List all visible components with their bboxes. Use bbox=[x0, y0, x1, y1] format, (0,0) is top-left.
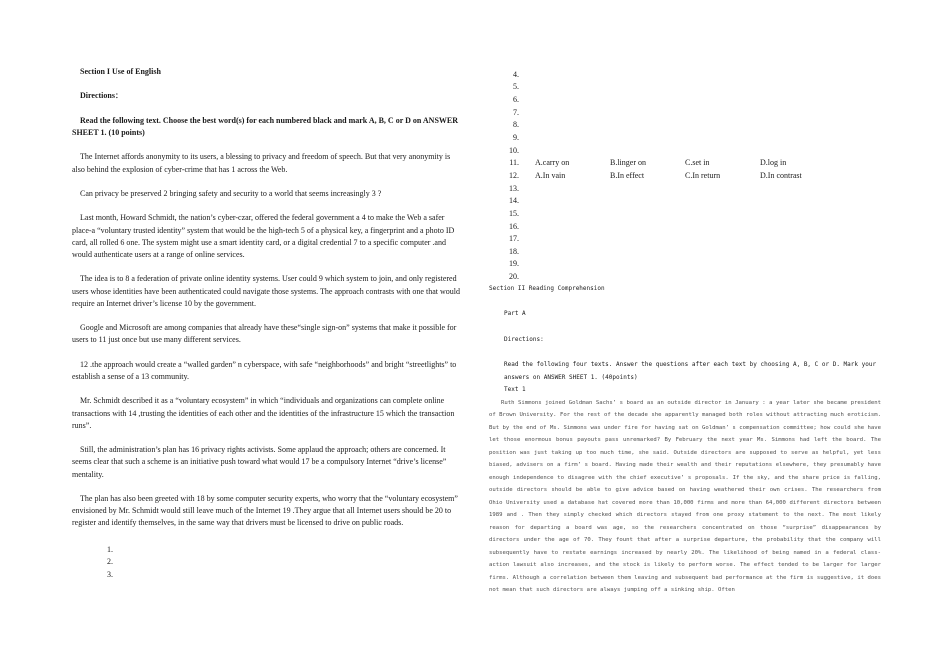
answer-row bbox=[489, 232, 881, 245]
answer-number: 13. bbox=[509, 183, 519, 193]
use-of-english-column bbox=[72, 66, 464, 581]
answer-row bbox=[489, 220, 881, 233]
directions-label: Directions: bbox=[504, 335, 544, 343]
answer-number: 18. bbox=[509, 246, 519, 256]
answer-row bbox=[489, 81, 881, 94]
answer-row bbox=[489, 270, 881, 283]
answer-option: C.set in bbox=[685, 158, 710, 168]
answer-row bbox=[489, 93, 881, 106]
answer-option: B.In effect bbox=[610, 170, 645, 180]
answer-row bbox=[489, 194, 881, 207]
answer-options-list bbox=[489, 68, 881, 283]
answer-number: 11. bbox=[509, 158, 519, 168]
instructions: Read the following four texts. Answer the questions after each text by choosing A, B, C or D. Mark your answers on ANSWER SHEET 1. (40points) bbox=[504, 361, 877, 381]
directions-label: Directions： bbox=[80, 91, 123, 101]
answer-number: 12. bbox=[509, 170, 519, 180]
section-heading: Section I Use of English bbox=[80, 67, 161, 76]
question-number: 1. bbox=[107, 544, 113, 554]
answer-number: 15. bbox=[509, 208, 519, 218]
paragraph: Still, the administration’s plan has 16 privacy rights activists. Some applaud the approach; others are concerned. It seems clear that such a scheme is an initiative push toward what would 17 be a compulsory Internet “drive’s license” mentality. bbox=[72, 445, 447, 479]
paragraph: Google and Microsoft are among companies that already have these“single sign-on” systems that make it possible for users to 11 just once but use many different services. bbox=[72, 323, 457, 345]
answer-number: 9. bbox=[513, 133, 519, 143]
section-heading: Section II Reading Comprehension bbox=[489, 284, 605, 292]
paragraph: 12 .the approach would create a “walled garden” n cyberspace, with safe “neighborhoods” and bright “streetlights” to establish a sense of a 13 community. bbox=[72, 359, 457, 381]
answer-number: 17. bbox=[509, 234, 519, 244]
answer-row bbox=[489, 169, 881, 182]
answer-number: 8. bbox=[513, 120, 519, 130]
answer-option: B.linger on bbox=[610, 158, 646, 168]
answer-option: C.In return bbox=[685, 170, 721, 180]
answer-number: 10. bbox=[509, 145, 519, 155]
answer-number: 14. bbox=[509, 196, 519, 206]
answer-row bbox=[489, 119, 881, 132]
reading-comprehension-section bbox=[489, 283, 881, 597]
right-column bbox=[489, 68, 881, 597]
answer-number: 20. bbox=[509, 272, 519, 282]
answer-number: 16. bbox=[509, 221, 519, 231]
answer-option: D.In contrast bbox=[760, 170, 802, 180]
answer-row bbox=[489, 258, 881, 271]
paragraph: The idea is to 8 a federation of private online identity systems. User could 9 which system to join, and only registered users whose identities have been authenticated could navigate those systems. The approach contrasts with one that would require an Internet driver’s license 10 by the government. bbox=[72, 274, 460, 308]
answer-number: 6. bbox=[513, 95, 519, 105]
paragraph: Last month, Howard Schmidt, the nation’s cyber-czar, offered the federal government a 4 to make the Web a safer place-a “voluntary trusted identity” system that would be the high-tech 5 of a physical key, a fingerprint and a photo ID card, all rolled 6 one. The system might use a smart identity card, or a digital credential 7 to a specific computer .and would authenticate users at a range of online services. bbox=[72, 213, 455, 259]
question-number: 3. bbox=[107, 569, 113, 579]
paragraph: The plan has also been greeted with 18 by some computer security experts, who worry that the “voluntary ecosystem” envisioned by Mr. Schmidt would still leave much of the Internet 19 .They argue that all Internet users should be 20 to register and identify themselves, in the same way that drivers must be licensed to drive on public roads. bbox=[72, 493, 458, 528]
answer-number: 19. bbox=[509, 259, 519, 269]
answer-option: A.carry on bbox=[535, 158, 570, 168]
text-label: Text 1 bbox=[504, 386, 526, 394]
answer-row bbox=[489, 207, 881, 220]
question-number-list bbox=[107, 544, 464, 582]
answer-row bbox=[489, 245, 881, 258]
answer-row bbox=[489, 68, 881, 81]
answer-number: 7. bbox=[513, 107, 519, 117]
paragraph: Mr. Schmidt described it as a “voluntary ecosystem” in which “individuals and organizations can complete online transactions with 14 ,trusting the identities of each other and the identities of the infrastructure 15 which the transaction runs”. bbox=[72, 396, 455, 430]
answer-option: A.In vain bbox=[535, 170, 566, 180]
answer-number: 4. bbox=[513, 69, 519, 79]
paragraph: The Internet affords anonymity to its users, a blessing to privacy and freedom of speech. But that very anonymity is also behind the explosion of cyber-crime that has 1 across the Web. bbox=[72, 152, 451, 174]
answer-row bbox=[489, 182, 881, 195]
answer-row bbox=[489, 144, 881, 157]
part-label: Part A bbox=[504, 310, 526, 318]
answer-row bbox=[489, 156, 881, 169]
question-number: 2. bbox=[107, 557, 113, 567]
passage-text: Ruth Simmons joined Goldman Sachs’ s board as an outside director in January : a year later she became president of Brown University. For the rest of the decade she apparently managed both roles without attracting much eroticism. But by the end of Ms. Simmons was under fire for having sat on Goldman’ s compensation committee; how could she have let those enormous bonus payouts pass unremarked? By February the next year Ms. Simmons had left the board. The position was just taking up too much time, she said. Outside directors are supposed to serve as helpful, yet less biased, advisers on a firm’ s board. Having made their wealth and their reputations elsewhere, they presumably have enough independence to disagree with the chief executive’ s proposals. If the sky, and the share price is falling, outside directors should be able to give advice based on having weathered their own crises. The researchers from Ohio University used a database hat covered more than 10,000 firms and more than 64,000 different directors between 1989 and . Then they simply checked which directors stayed from one proxy statement to the next. The most likely reason for departing a board was age, so the researchers concentrated on those “surprise” disappearances by directors under the age of 70. They fount that after a surprise departure, the probability that the company will subsequently have to restate earnings increased by nearly 20%. The likelihood of being named in a federal class-action lawsuit also increases, and the stock is likely to perform worse. The effect tended to be larger for larger firms. Although a correlation between them leaving and subsequent bad performance at the firm is suggestive, it does not mean that such directors are always jumping off a sinking ship. Often bbox=[489, 399, 881, 594]
answer-row bbox=[489, 131, 881, 144]
answer-number: 5. bbox=[513, 82, 519, 92]
answer-option: D.log in bbox=[760, 158, 787, 168]
answer-row bbox=[489, 106, 881, 119]
paragraph: Can privacy be preserved 2 bringing safety and security to a world that seems increasingly 3 ? bbox=[80, 188, 382, 198]
instructions: Read the following text. Choose the best word(s) for each numbered black and mark A, B, C or D on ANSWER SHEET 1. (10 points) bbox=[72, 115, 459, 137]
